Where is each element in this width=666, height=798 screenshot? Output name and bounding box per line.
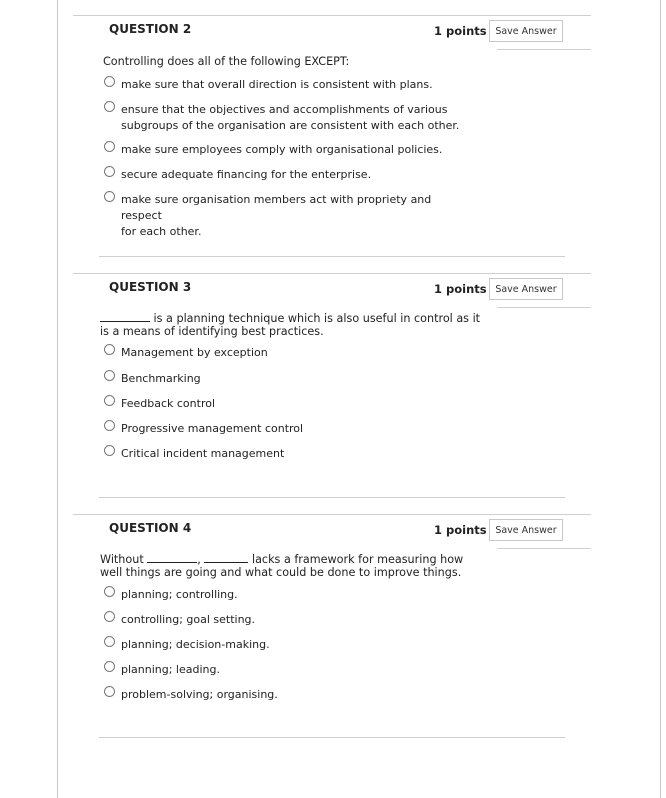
question-header bbox=[73, 514, 591, 549]
question-title: QUESTION 2 bbox=[109, 22, 192, 36]
radio-button[interactable] bbox=[104, 686, 115, 697]
question-3 bbox=[73, 273, 591, 460]
fill-blank bbox=[100, 311, 150, 322]
question-header bbox=[73, 15, 591, 50]
option-label: planning; decision-making. bbox=[121, 638, 270, 651]
question-divider bbox=[99, 737, 565, 738]
question-4 bbox=[73, 514, 591, 701]
question-points: 1 points bbox=[434, 282, 487, 296]
option-label: Benchmarking bbox=[121, 372, 201, 385]
radio-button[interactable] bbox=[104, 76, 115, 87]
save-answer-button[interactable]: Save Answer bbox=[489, 519, 563, 541]
option-label: secure adequate financing for the enterprise. bbox=[121, 168, 372, 181]
radio-button[interactable] bbox=[104, 166, 115, 177]
question-2 bbox=[73, 15, 591, 238]
fill-blank bbox=[204, 552, 248, 563]
save-answer-button[interactable]: Save Answer bbox=[489, 278, 563, 300]
question-title: QUESTION 4 bbox=[109, 521, 192, 535]
question-title: QUESTION 3 bbox=[109, 280, 192, 294]
option-label: Management by exception bbox=[121, 346, 268, 359]
prompt-text: well things are going and what could be done to improve things. bbox=[100, 566, 462, 579]
option-label: problem-solving; organising. bbox=[121, 688, 278, 701]
question-header bbox=[73, 273, 591, 308]
radio-button[interactable] bbox=[104, 636, 115, 647]
prompt-text: is a means of identifying best practices. bbox=[100, 325, 324, 338]
save-answer-button[interactable]: Save Answer bbox=[489, 20, 563, 42]
prompt-text: lacks a framework for measuring how bbox=[248, 553, 464, 566]
prompt-text: is a planning technique which is also useful in control as it bbox=[150, 312, 481, 325]
header-divider bbox=[497, 307, 591, 308]
option-label: controlling; goal setting. bbox=[121, 613, 256, 626]
question-prompt: Controlling does all of the following EXCEPT: bbox=[103, 55, 350, 68]
radio-button[interactable] bbox=[104, 420, 115, 431]
header-divider bbox=[497, 49, 591, 50]
option-label: make sure that overall direction is consistent with plans. bbox=[121, 78, 433, 91]
option-label: make sure organisation members act with propriety and respect for each other. bbox=[121, 193, 432, 238]
option-label: make sure employees comply with organisational policies. bbox=[121, 143, 443, 156]
option-label: ensure that the objectives and accomplishments of various subgroups of the organisation are consistent with each other. bbox=[121, 103, 460, 132]
option-label: planning; controlling. bbox=[121, 588, 238, 601]
radio-button[interactable] bbox=[104, 370, 115, 381]
question-points: 1 points bbox=[434, 523, 487, 537]
question-divider bbox=[99, 497, 565, 498]
prompt-text: , bbox=[197, 553, 205, 566]
header-divider bbox=[497, 548, 591, 549]
question-divider bbox=[99, 256, 565, 257]
radio-button[interactable] bbox=[104, 101, 115, 112]
question-prompt bbox=[100, 311, 520, 338]
option-label: Progressive management control bbox=[121, 422, 304, 435]
radio-button[interactable] bbox=[104, 344, 115, 355]
option-label: Feedback control bbox=[121, 397, 216, 410]
radio-button[interactable] bbox=[104, 141, 115, 152]
radio-button[interactable] bbox=[104, 661, 115, 672]
fill-blank bbox=[147, 552, 197, 563]
radio-button[interactable] bbox=[104, 445, 115, 456]
option-label: Critical incident management bbox=[121, 447, 285, 460]
radio-button[interactable] bbox=[104, 191, 115, 202]
question-prompt bbox=[100, 552, 520, 579]
option-label: planning; leading. bbox=[121, 663, 220, 676]
prompt-text: Without bbox=[100, 553, 148, 566]
radio-button[interactable] bbox=[104, 586, 115, 597]
question-points: 1 points bbox=[434, 24, 487, 38]
radio-button[interactable] bbox=[104, 395, 115, 406]
radio-button[interactable] bbox=[104, 611, 115, 622]
